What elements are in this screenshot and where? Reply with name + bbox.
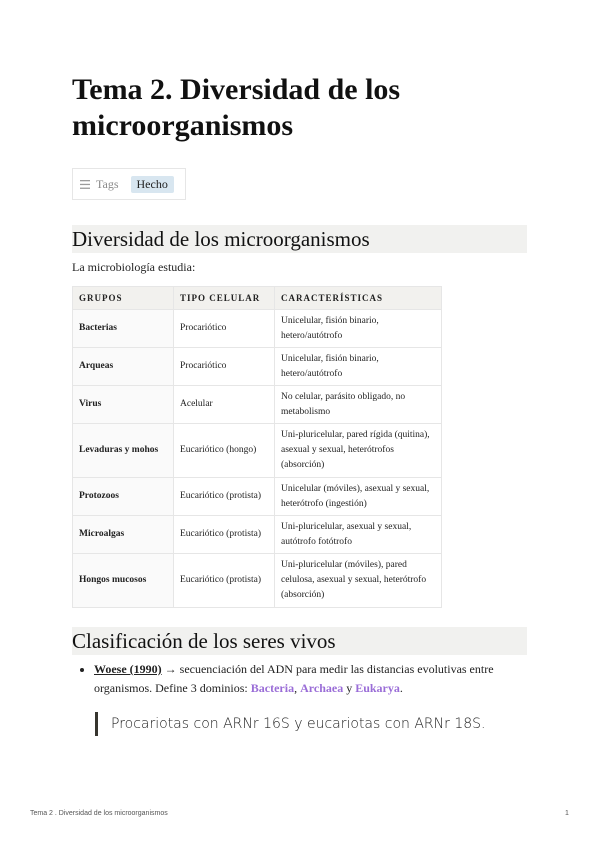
table-header-row <box>73 287 442 310</box>
cell-tipo: Acelular <box>174 386 275 424</box>
cell-caracteristicas: Unicelular, fisión binario, hetero/autótrofo <box>275 348 442 386</box>
cell-grupo: Virus <box>73 386 174 424</box>
cell-tipo: Eucariótico (hongo) <box>174 424 275 478</box>
cell-grupo: Bacterias <box>73 310 174 348</box>
domain-archaea: Archaea <box>300 681 344 695</box>
intro-text: La microbiología estudia: <box>72 260 196 274</box>
separator: , <box>294 681 301 695</box>
quote-block: Procariotas con ARNr 16S y eucariotas con ARNr 18S. <box>95 712 485 736</box>
cell-caracteristicas: Uni-pluricelular, pared rígida (quitina), asexual y sexual, heterótrofos (absorción) <box>275 424 442 478</box>
table-row <box>73 310 442 348</box>
woese-link[interactable]: Woese (1990) <box>94 662 162 676</box>
page-number: 1 <box>565 810 569 817</box>
cell-grupo: Microalgas <box>73 516 174 554</box>
table-row <box>73 478 442 516</box>
cell-caracteristicas: Unicelular (móviles), asexual y sexual, heterótrofo (ingestión) <box>275 478 442 516</box>
column-header-grupos: GRUPOS <box>73 287 174 310</box>
section-heading-clasificacion: Clasificación de los seres vivos <box>72 627 527 655</box>
section-heading-diversidad: Diversidad de los microorganismos <box>72 225 527 253</box>
cell-caracteristicas: Unicelular, fisión binario, hetero/autótrofo <box>275 310 442 348</box>
list-icon <box>80 180 90 189</box>
page-title: Tema 2. Diversidad de los microorganismos <box>72 73 401 142</box>
cell-caracteristicas: Uni-pluricelular (móviles), pared celulosa, asexual y sexual, heterótrofo (absorción) <box>275 554 442 608</box>
list-item-woese <box>80 660 520 698</box>
cell-caracteristicas: No celular, parásito obligado, no metabolismo <box>275 386 442 424</box>
column-header-tipo-celular: TIPO CELULAR <box>174 287 275 310</box>
table-row <box>73 424 442 478</box>
table-row <box>73 386 442 424</box>
cell-tipo: Procariótico <box>174 348 275 386</box>
column-header-caracteristicas: CARACTERÍSTICAS <box>275 287 442 310</box>
sentence-end: . <box>399 681 403 695</box>
domain-bacteria: Bacteria <box>250 681 295 695</box>
microorganisms-table <box>72 286 442 608</box>
separator: y <box>343 681 356 695</box>
cell-grupo: Hongos mucosos <box>73 554 174 608</box>
bullet-dot-icon <box>80 668 84 672</box>
cell-caracteristicas: Uni-pluricelular, asexual y sexual, autótrofo fotótrofo <box>275 516 442 554</box>
tags-label: Tags <box>96 176 119 191</box>
cell-tipo: Eucariótico (protista) <box>174 478 275 516</box>
cell-tipo: Eucariótico (protista) <box>174 554 275 608</box>
properties-tags <box>72 168 186 200</box>
cell-tipo: Procariótico <box>174 310 275 348</box>
cell-grupo: Levaduras y mohos <box>73 424 174 478</box>
bullet-text <box>94 660 520 698</box>
cell-grupo: Arqueas <box>73 348 174 386</box>
table-row <box>73 348 442 386</box>
cell-grupo: Protozoos <box>73 478 174 516</box>
table-row <box>73 554 442 608</box>
domain-eukarya: Eukarya <box>355 681 400 695</box>
status-tag[interactable]: Hecho <box>131 176 174 193</box>
table-row <box>73 516 442 554</box>
footer-title: Tema 2 . Diversidad de los microorganismos <box>30 810 168 817</box>
bullet-description: → secuenciación del ADN para medir las distancias evolutivas entre organismos. Define 3 dominios: <box>94 662 494 695</box>
cell-tipo: Eucariótico (protista) <box>174 516 275 554</box>
